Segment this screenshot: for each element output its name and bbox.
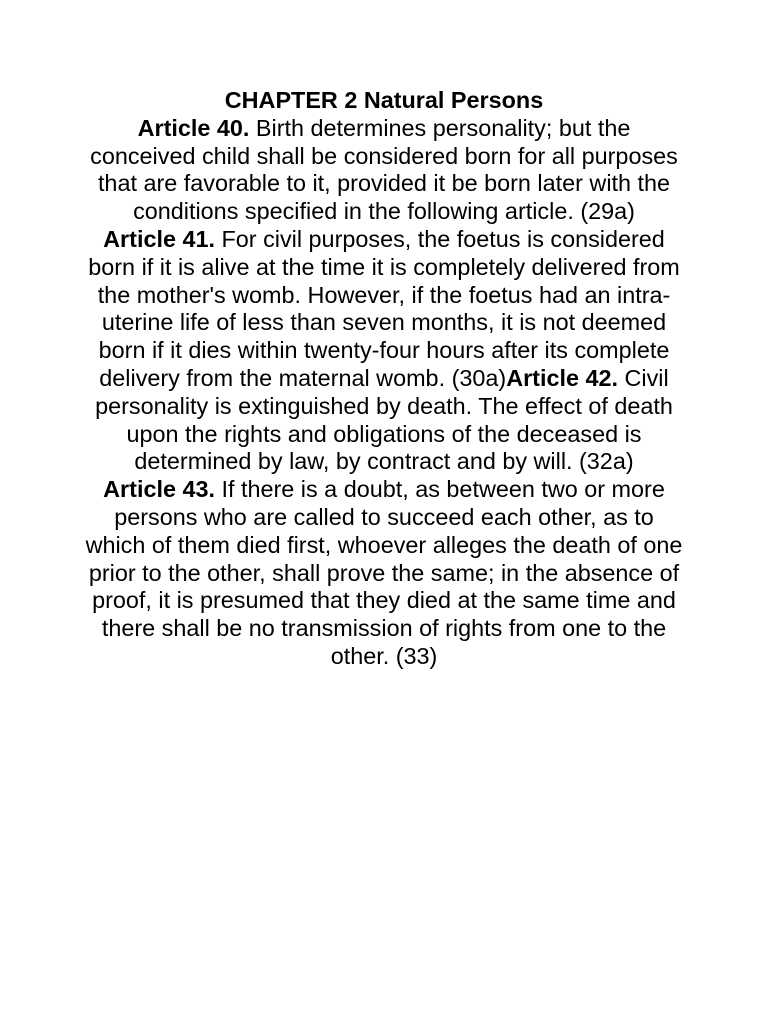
article-43-label: Article 43. <box>103 476 215 503</box>
document-body <box>84 87 684 671</box>
article-43-text: If there is a doubt, as between two or more persons who are called to succeed each other, as to which of them died first, whoever alleges the death of one prior to the other, shall prove the same; in the absence of proof, it is presumed that they died at the same time and there shall be no transmission of rights from one to the other. (33) <box>85 476 683 669</box>
article-41-42 <box>84 226 684 476</box>
article-40 <box>84 115 684 226</box>
article-43 <box>84 476 684 671</box>
article-42-text: Civil personality is extinguished by death. The effect of death upon the rights and obligations of the deceased is determined by law, by contract and by will. (32a) <box>95 364 673 475</box>
article-41-label: Article 41. <box>103 225 215 252</box>
article-42-label: Article 42. <box>506 364 619 391</box>
article-40-text: Birth determines personality; but the conceived child shall be considered born for all purposes that are favorable to it, provided it be born later with the conditions specified in the following article. (29a) <box>90 114 678 225</box>
article-41-text: For civil purposes, the foetus is considered born if it is alive at the time it is completely delivered from the mother's womb. However, if the foetus had an intra-uterine life of less than seven months, it is not deemed born if it dies within twenty-four hours after its complete delivery from the maternal womb. (30a) <box>88 225 680 391</box>
chapter-heading: CHAPTER 2 Natural Persons <box>224 87 544 113</box>
article-40-label: Article 40. <box>137 114 250 141</box>
